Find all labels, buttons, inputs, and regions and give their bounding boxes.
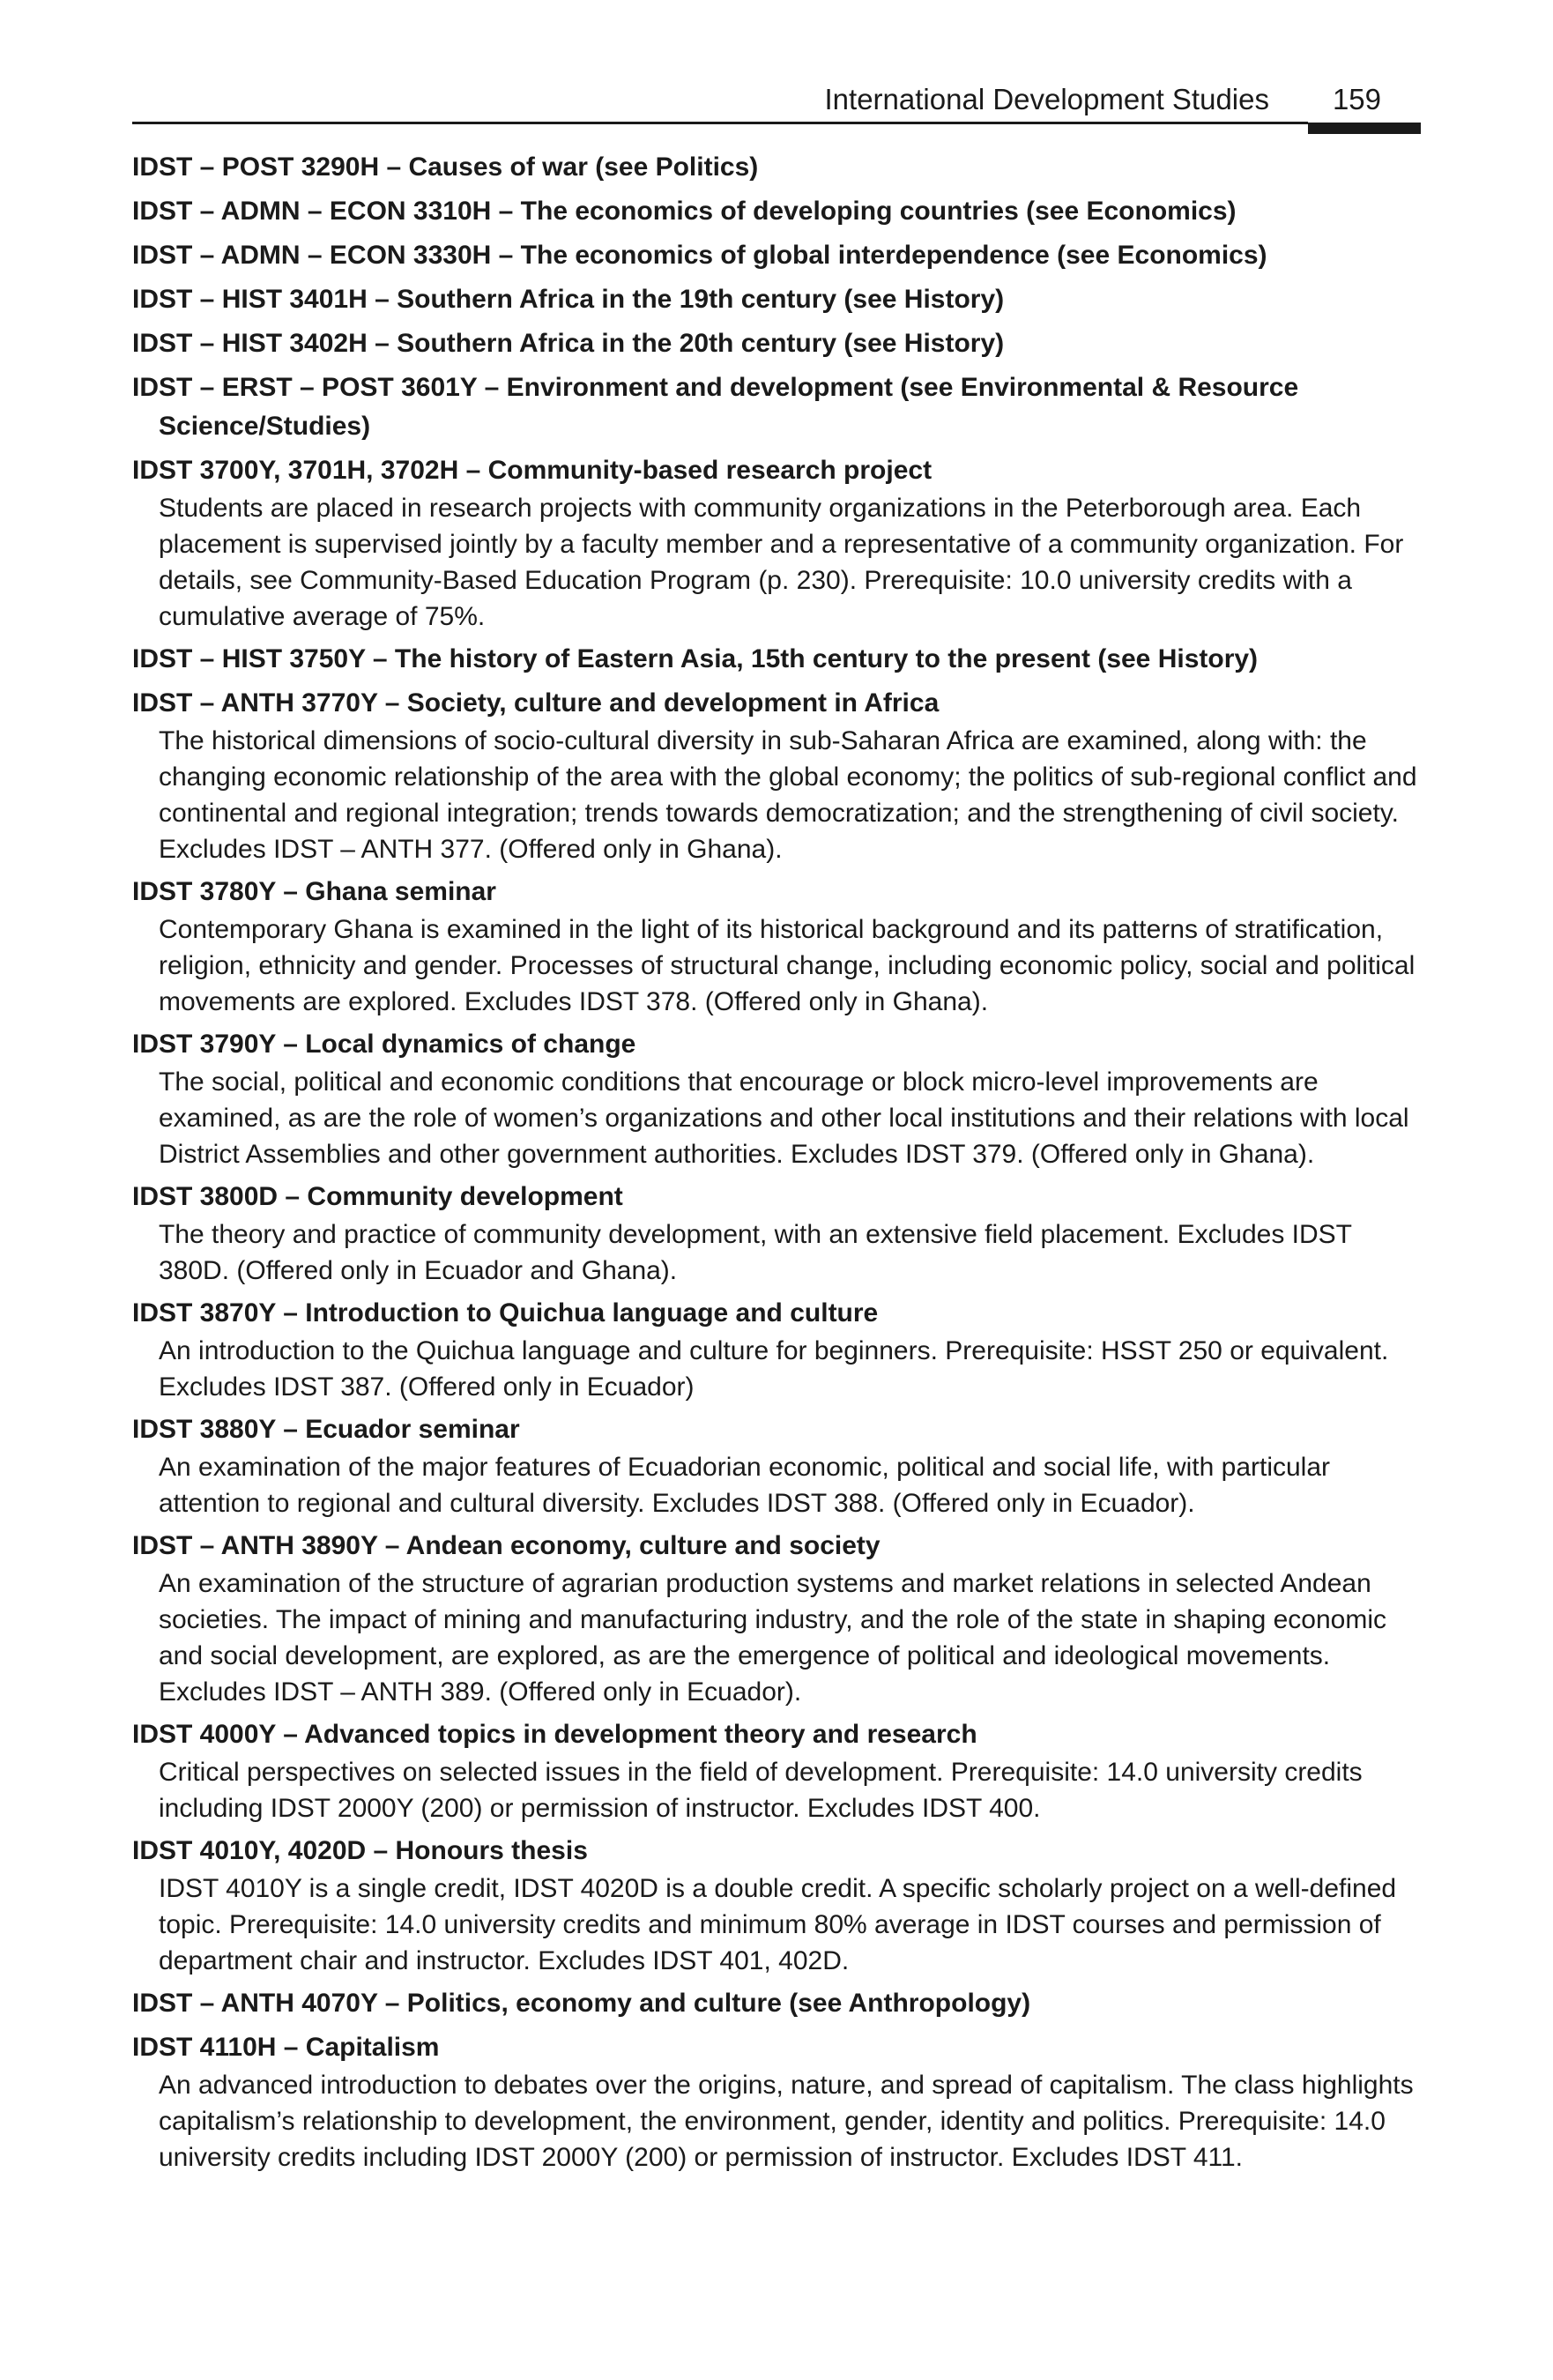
course-entry — [132, 368, 1428, 446]
course-title: IDST – HIST 3750Y – The history of Eastern Asia, 15th century to the present (see History) — [132, 644, 1259, 673]
course-entry — [132, 640, 1428, 679]
course-description: An introduction to the Quichua language and culture for beginners. Prerequisite: HSST 250 or equivalent. Excludes IDST 387. (Offered only in Ecuador) — [159, 1336, 1389, 1402]
course-title: IDST – HIST 3401H – Southern Africa in the 19th century (see History) — [132, 285, 1005, 314]
course-entry — [132, 280, 1428, 319]
course-title: IDST – ADMN – ECON 3310H – The economics of developing countries (see Economics) — [132, 197, 1237, 226]
course-title: IDST 4110H – Capitalism — [132, 2033, 440, 2062]
course-description: The theory and practice of community development, with an extensive field placement. Excludes IDST 380D. (Offered only in Ecuador and Ghana). — [159, 1220, 1352, 1285]
course-entry — [132, 192, 1428, 231]
course-entry — [132, 1410, 1428, 1521]
course-entry — [132, 1025, 1428, 1172]
course-title: IDST – HIST 3402H – Southern Africa in the 20th century (see History) — [132, 329, 1005, 358]
course-entry — [132, 1715, 1428, 1826]
course-entry — [132, 1178, 1428, 1289]
course-title: IDST – ANTH 3770Y – Society, culture and development in Africa — [132, 688, 940, 718]
course-entry — [132, 1832, 1428, 1979]
course-description: The social, political and economic conditions that encourage or block micro-level improvements are examined, as are the role of women’s organizations and other local institutions and their relations with local District Assemblies and other government authorities. Excludes IDST 379. (Offered only in Ghana). — [159, 1067, 1409, 1169]
course-title: IDST – ANTH 4070Y – Politics, economy and culture (see Anthropology) — [132, 1989, 1031, 2018]
running-header-title: International Development Studies — [824, 83, 1269, 115]
course-entry — [132, 2028, 1428, 2175]
course-title: IDST 3800D – Community development — [132, 1182, 623, 1211]
course-list — [132, 148, 1428, 2181]
header-rule — [132, 122, 1308, 124]
course-title: IDST 3870Y – Introduction to Quichua language and culture — [132, 1298, 879, 1328]
course-entry — [132, 1984, 1428, 2023]
course-description: An advanced introduction to debates over the origins, nature, and spread of capitalism. The class highlights capitalism’s relationship to development, the environment, gender, identity and politics. Prerequisite: 14.0 university credits including IDST 2000Y (200) or permission of instructor. Excludes IDST 411. — [159, 2071, 1414, 2172]
course-entry — [132, 1527, 1428, 1710]
course-entry — [132, 873, 1428, 1020]
running-header — [132, 76, 1421, 138]
course-description: The historical dimensions of socio-cultural diversity in sub-Saharan Africa are examined, along with: the changing economic relationship of the area with the global economy; the politics of sub-regional conflict and continental and regional integration; trends towards democratization; and the strengthening of civil society. Excludes IDST – ANTH 377. (Offered only in Ghana). — [159, 726, 1417, 864]
header-thumb-bar — [1308, 123, 1421, 134]
course-entry — [132, 236, 1428, 275]
course-title: IDST 3880Y – Ecuador seminar — [132, 1415, 520, 1444]
course-entry — [132, 1294, 1428, 1405]
course-title: IDST 3700Y, 3701H, 3702H – Community-based research project — [132, 456, 933, 485]
course-title: IDST – ADMN – ECON 3330H – The economics of global interdependence (see Economics) — [132, 241, 1267, 270]
course-entry — [132, 451, 1428, 635]
course-entry — [132, 148, 1428, 187]
course-entry — [132, 324, 1428, 363]
course-title: IDST 3780Y – Ghana seminar — [132, 877, 496, 906]
course-description: An examination of the major features of Ecuadorian economic, political and social life, with particular attention to regional and cultural diversity. Excludes IDST 388. (Offered only in Ecuador). — [159, 1453, 1331, 1518]
course-title: IDST 3790Y – Local dynamics of change — [132, 1030, 636, 1059]
course-title: IDST 4000Y – Advanced topics in development theory and research — [132, 1720, 977, 1749]
course-entry — [132, 684, 1428, 867]
course-description: IDST 4010Y is a single credit, IDST 4020D is a double credit. A specific scholarly project on a well-defined topic. Prerequisite: 14.0 university credits and minimum 80% average in IDST courses and permission of department chair and instructor. Excludes IDST 401, 402D. — [159, 1874, 1397, 1975]
page-number: 159 — [1332, 83, 1381, 115]
course-title: IDST – POST 3290H – Causes of war (see Politics) — [132, 152, 759, 182]
course-title: IDST – ANTH 3890Y – Andean economy, culture and society — [132, 1531, 881, 1560]
course-title: IDST – ERST – POST 3601Y – Environment and development (see Environmental & Resource Science/Studies) — [132, 373, 1299, 441]
course-description: Contemporary Ghana is examined in the light of its historical background and its patterns of stratification, religion, ethnicity and gender. Processes of structural change, including economic policy, social and political movements are explored. Excludes IDST 378. (Offered only in Ghana). — [159, 915, 1416, 1016]
course-description: An examination of the structure of agrarian production systems and market relations in selected Andean societies. The impact of mining and manufacturing industry, and the role of the state in shaping economic and social development, are explored, as are the emergence of political and ideological movements. Excludes IDST – ANTH 389. (Offered only in Ecuador). — [159, 1569, 1387, 1707]
course-title: IDST 4010Y, 4020D – Honours thesis — [132, 1836, 588, 1865]
course-description: Critical perspectives on selected issues in the field of development. Prerequisite: 14.0 university credits including IDST 2000Y (200) or permission of instructor. Excludes IDST 400. — [159, 1758, 1363, 1823]
course-description: Students are placed in research projects with community organizations in the Peterborough area. Each placement is supervised jointly by a faculty member and a representative of a community organization. For details, see Community-Based Education Program (p. 230). Prerequisite: 10.0 university credits with a cumulative average of 75%. — [159, 494, 1404, 631]
